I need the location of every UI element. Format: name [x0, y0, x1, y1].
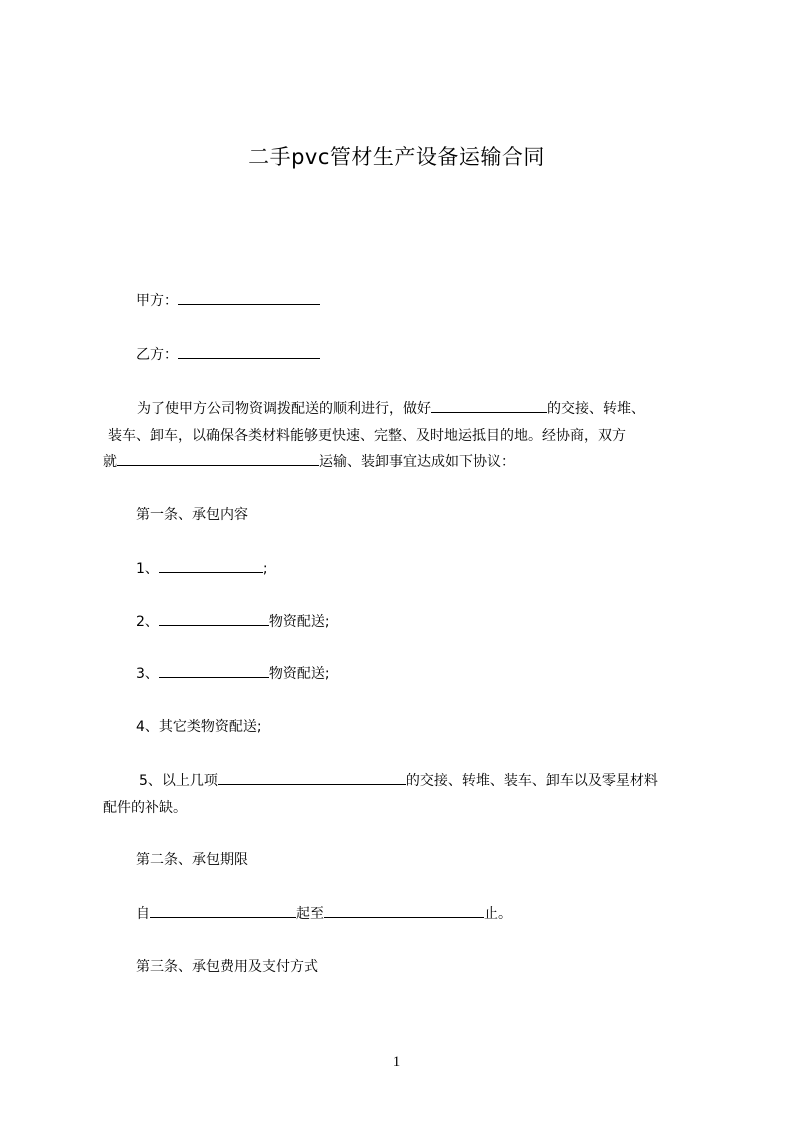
party-a-label: 甲方： — [136, 293, 178, 309]
intro-text-1: 为了使甲方公司物资调拨配送的顺利进行，做好 — [137, 401, 431, 417]
intro-paragraph — [103, 396, 709, 476]
item2-suffix: 物资配送; — [268, 614, 330, 630]
item1-suffix: ; — [262, 561, 268, 577]
intro-line-3 — [103, 449, 709, 476]
item5-line-1 — [103, 768, 709, 795]
period-start-blank[interactable] — [150, 902, 296, 918]
intro-text-3: 装车、卸车，以确保各类材料能够更快速、完整、及时地运抵目的地。经协商，双方 — [108, 427, 626, 444]
item1-prefix: 1、 — [136, 561, 159, 577]
article2-heading: 第二条、承包期限 — [136, 852, 248, 868]
document-title: 二手pvc管材生产设备运输合同 — [248, 145, 545, 169]
intro-blank-1[interactable] — [431, 397, 547, 413]
intro-text-5: 运输、装卸事宜达成如下协议： — [319, 454, 515, 470]
period-end-blank[interactable] — [324, 902, 484, 918]
item5-suffix: 的交接、转堆、装车、卸车以及零星材料 — [405, 773, 658, 789]
article1-item-5 — [103, 768, 709, 821]
item2-blank[interactable] — [159, 610, 269, 626]
intro-line-2 — [103, 423, 709, 450]
intro-text-4: 就 — [103, 454, 117, 470]
period-to-label: 起至 — [296, 906, 324, 922]
article2-period-line — [136, 902, 512, 925]
intro-line-1 — [103, 396, 709, 423]
party-b-blank[interactable] — [178, 343, 320, 359]
party-b-label: 乙方： — [136, 347, 178, 363]
item5-blank[interactable] — [218, 769, 406, 785]
item5-prefix: 5、以上几项 — [139, 773, 218, 789]
item3-prefix: 3、 — [136, 666, 159, 682]
item1-blank[interactable] — [159, 557, 263, 573]
item3-suffix: 物资配送; — [268, 666, 330, 682]
party-a-blank[interactable] — [178, 289, 320, 305]
article1-item-1 — [136, 557, 268, 580]
page-number: 1 — [392, 1054, 401, 1070]
article1-item-2 — [136, 610, 330, 633]
period-end-label: 止。 — [484, 906, 512, 922]
item3-blank[interactable] — [159, 662, 269, 678]
item5-line-2: 配件的补缺。 — [103, 799, 187, 816]
intro-blank-2[interactable] — [117, 450, 319, 466]
article1-item-4: 4、其它类物资配送; — [136, 719, 262, 735]
party-b-line — [136, 343, 320, 366]
party-a-line — [136, 289, 320, 312]
item2-prefix: 2、 — [136, 614, 159, 630]
article1-item-3 — [136, 662, 330, 685]
period-from-label: 自 — [136, 906, 150, 922]
intro-text-2: 的交接、转堆、 — [547, 401, 645, 417]
article3-heading: 第三条、承包费用及支付方式 — [136, 959, 318, 975]
article1-heading: 第一条、承包内容 — [136, 507, 248, 523]
